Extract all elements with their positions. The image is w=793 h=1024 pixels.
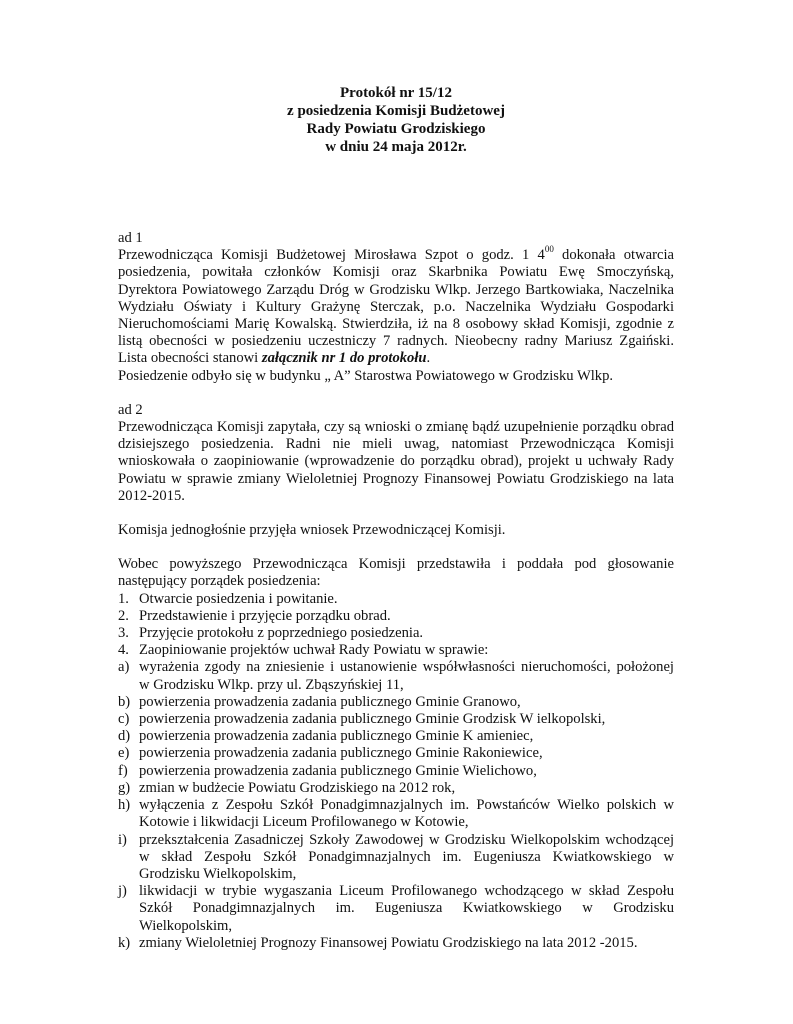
section-heading: ad 2 [118, 401, 143, 418]
section-ad-2 [118, 402, 674, 952]
paragraph-line: Komisja jednogłośnie przyjęła wniosek Przewodniczącej Komisji. [118, 522, 506, 539]
agenda-item: 3. Przyjęcie protokołu z poprzedniego posiedzenia. [118, 625, 424, 642]
agenda-subitem-continuation: Wielkopolskim, [139, 917, 233, 934]
document-title [118, 84, 674, 156]
agenda-subitem: a) wyrażenia zgody na zniesienie i ustanowienie współwłasności nieruchomości, położonej [118, 659, 674, 676]
section-heading: ad 1 [118, 230, 143, 246]
paragraph-line: Przewodnicząca Komisji Budżetowej Mirosława Szpot o godz. 1 $4^{00}$ dokonała otwarcia [118, 244, 674, 264]
agenda-subitem: b) powierzenia prowadzenia zadania publicznego Gminie Granowo, [118, 693, 521, 710]
paragraph-line: Wydziału Oświaty i Kultury Grażynę Sterczak, p.o. Naczelnika Wydziału Gospodarki [118, 298, 674, 315]
agenda-item: 2. Przedstawienie i przyjęcie porządku obrad. [118, 607, 391, 624]
agenda-subitem: i) przekształcenia Zasadniczej Szkoły Zawodowej w Grodzisku Wielkopolskim wchodzącej [118, 831, 674, 848]
document-page [118, 84, 674, 952]
agenda-subitem: g) zmian w budżecie Powiatu Grodziskiego na 2012 rok, [118, 779, 456, 796]
agenda-subitem-continuation: Kotowie i likwidacji Liceum Profilowanego w Kotowie, [139, 814, 469, 831]
title-line-3: Rady Powiatu Grodziskiego [306, 121, 486, 137]
section-ad-1 [118, 230, 674, 385]
paragraph-line: Dyrektora Powiatowego Zarządu Dróg w Grodzisku Wlkp. Jerzego Bartkowiaka, Naczelnika [118, 281, 674, 298]
agenda-subitem: k) zmiany Wieloletniej Prognozy Finansowej Powiatu Grodziskiego na lata 2012 -2015. [118, 934, 638, 951]
paragraph-line: 2012-2015. [118, 487, 185, 504]
paragraph-line: następujący porządek posiedzenia: [118, 573, 321, 590]
title-line-4: w dniu 24 maja 2012r. [325, 139, 467, 155]
agenda-subitem: d) powierzenia prowadzenia zadania publicznego Gminie K amieniec, [118, 728, 534, 745]
title-line-2: z posiedzenia Komisji Budżetowej [287, 103, 505, 119]
agenda-subitem-continuation: w Grodzisku Wlkp. przy ul. Zbąszyńskiej 11, [139, 676, 404, 693]
paragraph-line: Nieruchomościami Marię Kowalską. Stwierdziła, iż na 8 osobowy skład Komisji, zgodnie z [118, 316, 674, 333]
attachment-reference: załącznik nr 1 do protokołu [261, 350, 427, 367]
agenda-subitem: e) powierzenia prowadzenia zadania publicznego Gminie Rakoniewice, [118, 745, 543, 762]
paragraph-line: Przewodnicząca Komisji zapytała, czy są wnioski o zmianę bądź uzupełnienie porządku obrad [118, 419, 674, 436]
paragraph-line: dzisiejszego posiedzenia. Radni nie mieli uwag, natomiast Przewodnicząca Komisji [118, 436, 674, 453]
paragraph-line: wnioskowała o zaopiniowanie (wprowadzenie do porządku obrad), projekt u uchwały Rady [118, 453, 674, 470]
paragraph-line: Wobec powyższego Przewodnicząca Komisji przedstawiła i poddała pod głosowanie [118, 556, 674, 573]
agenda-subitem: c) powierzenia prowadzenia zadania publicznego Gminie Grodzisk W ielkopolski, [118, 711, 606, 728]
agenda-item: 4. Zaopiniowanie projektów uchwał Rady Powiatu w sprawie: [118, 642, 489, 659]
paragraph-line: listą obecności w posiedzeniu uczestniczy 7 radnych. Nieobecny radny Mariusz Zgaiński. [118, 333, 674, 350]
agenda-subitem: h) wyłączenia z Zespołu Szkół Ponadgimnazjalnych im. Powstańców Wielko polskich w [118, 797, 674, 814]
paragraph-line: Posiedzenie odbyło się w budynku „ A” Starostwa Powiatowego w Grodzisku Wlkp. [118, 367, 614, 384]
agenda-subitem: j) likwidacji w trybie wygaszania Liceum Profilowanego wchodzącego w skład Zespołu [118, 883, 674, 900]
agenda-subitem-continuation: Grodzisku Wielkopolskim, [139, 865, 297, 882]
agenda-item: 1. Otwarcie posiedzenia i powitanie. [118, 590, 338, 607]
agenda-subitem-continuation: Szkół Ponadgimnazjalnych im. Eugeniusza Kwiatkowskiego w Grodzisku [139, 900, 674, 917]
agenda-subitem-continuation: w skład Zespołu Szkół Ponadgimnazjalnych im. Eugeniusza Kwiatkowskiego w [139, 848, 674, 865]
agenda-subitem: f) powierzenia prowadzenia zadania publicznego Gminie Wielichowo, [118, 762, 537, 779]
paragraph-line: Lista obecności stanowi załącznik nr 1 do protokołu. [118, 350, 431, 367]
paragraph-line: posiedzenia, powitała członków Komisji oraz Skarbnika Powiatu Ewę Smoczyńską, [118, 264, 674, 281]
paragraph-line: Powiatu w sprawie zmiany Wieloletniej Prognozy Finansowej Powiatu Grodziskiego na lata [118, 470, 674, 487]
title-line-1: Protokół nr 15/12 [340, 85, 452, 101]
